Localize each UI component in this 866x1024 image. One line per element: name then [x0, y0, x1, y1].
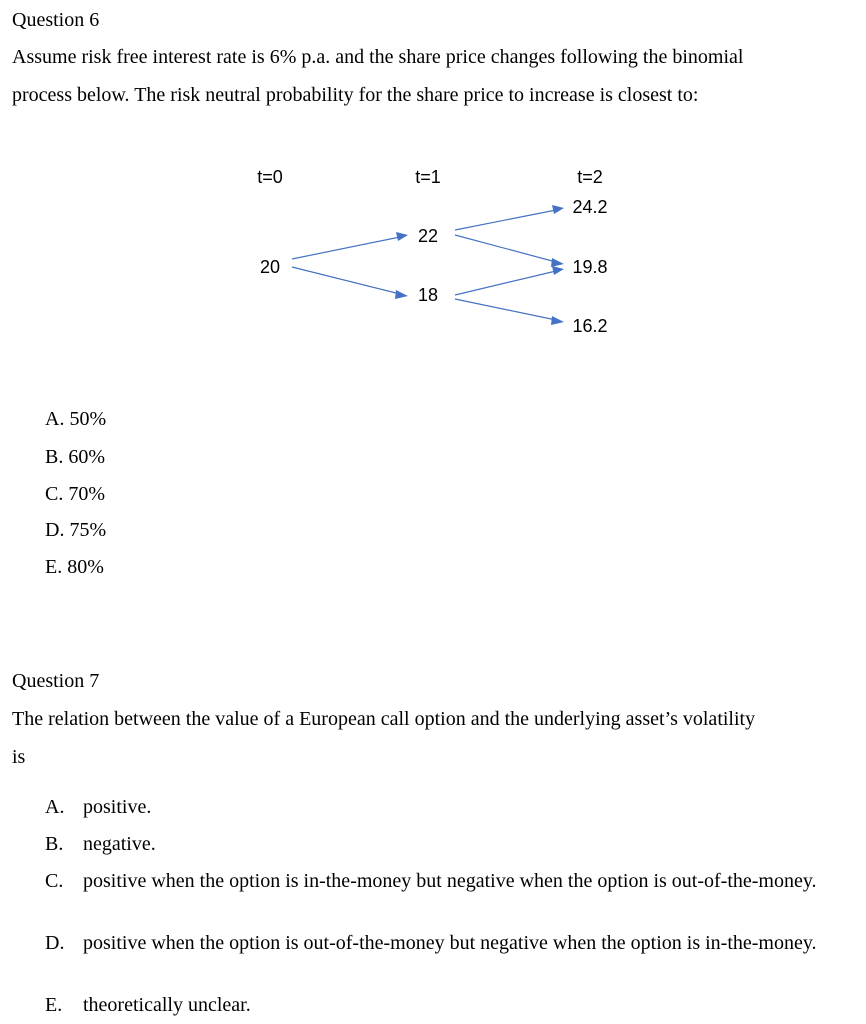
tree-node-t2-mid: 19.8	[572, 257, 608, 277]
arrow-t0-up-icon	[396, 232, 408, 241]
tree-node-t0: 20	[259, 257, 281, 277]
arrow-t1down-down-icon	[551, 316, 564, 325]
q6-option-d-letter: D.	[45, 519, 65, 541]
q6-option-a-letter: A.	[45, 408, 65, 430]
q7-option-d-letter: D.	[45, 932, 65, 954]
q6-option-c-letter: C.	[45, 483, 64, 505]
q7-option-c[interactable]	[45, 868, 855, 920]
branch-t0-down	[292, 267, 400, 294]
arrow-t1down-up-icon	[552, 266, 564, 275]
q7-option-a-letter: A.	[45, 796, 65, 818]
q6-option-c-text: 70%	[68, 483, 106, 505]
q7-option-e-letter: E.	[45, 994, 63, 1016]
q6-option-b[interactable]	[45, 445, 105, 469]
tree-node-t2-dd: 16.2	[572, 316, 608, 336]
branch-t1up-up	[455, 210, 556, 230]
tree-header-t0: t=0	[257, 167, 283, 187]
arrow-t1up-down-icon	[551, 258, 564, 267]
question-7-stem-line-1: The relation between the value of a European call option and the underlying asset’s volatility	[12, 708, 756, 730]
q6-option-e[interactable]	[45, 555, 104, 579]
binomial-tree-diagram	[0, 150, 866, 350]
q6-option-b-letter: B.	[45, 446, 64, 468]
q6-option-b-text: 60%	[68, 446, 106, 468]
branch-t1up-down	[455, 235, 556, 262]
tree-node-t1-up: 22	[417, 226, 439, 246]
q7-option-a-text: positive.	[83, 796, 152, 818]
q6-option-d-text: 75%	[69, 519, 107, 541]
question-7-stem-line-2: is	[12, 746, 26, 768]
tree-header-t2: t=2	[577, 167, 603, 187]
q7-option-b-letter: B.	[45, 833, 64, 855]
tree-node-t2-uu: 24.2	[572, 197, 608, 217]
tree-node-t1-down: 18	[417, 285, 439, 305]
q7-option-e[interactable]	[45, 992, 855, 1018]
q6-option-c[interactable]	[45, 482, 105, 506]
branch-t0-up	[292, 237, 400, 259]
branch-t1down-up	[455, 271, 556, 295]
arrow-t0-down-icon	[395, 290, 408, 299]
q6-option-d[interactable]	[45, 518, 106, 542]
q7-option-d-text: positive when the option is out-of-the-money but negative when the option is in-the-money.	[83, 932, 817, 954]
question-6-stem-line-1: Assume risk free interest rate is 6% p.a. and the share price changes following the binomial	[12, 46, 744, 68]
q7-option-b-text: negative.	[83, 833, 156, 855]
q7-option-e-text: theoretically unclear.	[83, 994, 251, 1016]
q7-option-c-text: positive when the option is in-the-money but negative when the option is out-of-the-money.	[83, 870, 817, 892]
q6-option-a[interactable]	[45, 407, 106, 431]
q6-option-a-text: 50%	[69, 408, 107, 430]
tree-header-t1: t=1	[415, 167, 441, 187]
q7-option-a[interactable]	[45, 794, 855, 820]
question-7-title: Question 7	[12, 670, 100, 692]
question-6-stem-line-2: process below. The risk neutral probability for the share price to increase is closest to:	[12, 84, 699, 106]
question-6-title: Question 6	[12, 9, 100, 31]
q6-option-e-letter: E.	[45, 556, 63, 578]
q6-option-e-text: 80%	[67, 556, 104, 578]
q7-option-b[interactable]	[45, 831, 855, 857]
arrow-t1up-up-icon	[552, 205, 564, 214]
q7-option-c-letter: C.	[45, 870, 64, 892]
branch-t1down-down	[455, 299, 556, 320]
q7-option-d[interactable]	[45, 930, 855, 982]
